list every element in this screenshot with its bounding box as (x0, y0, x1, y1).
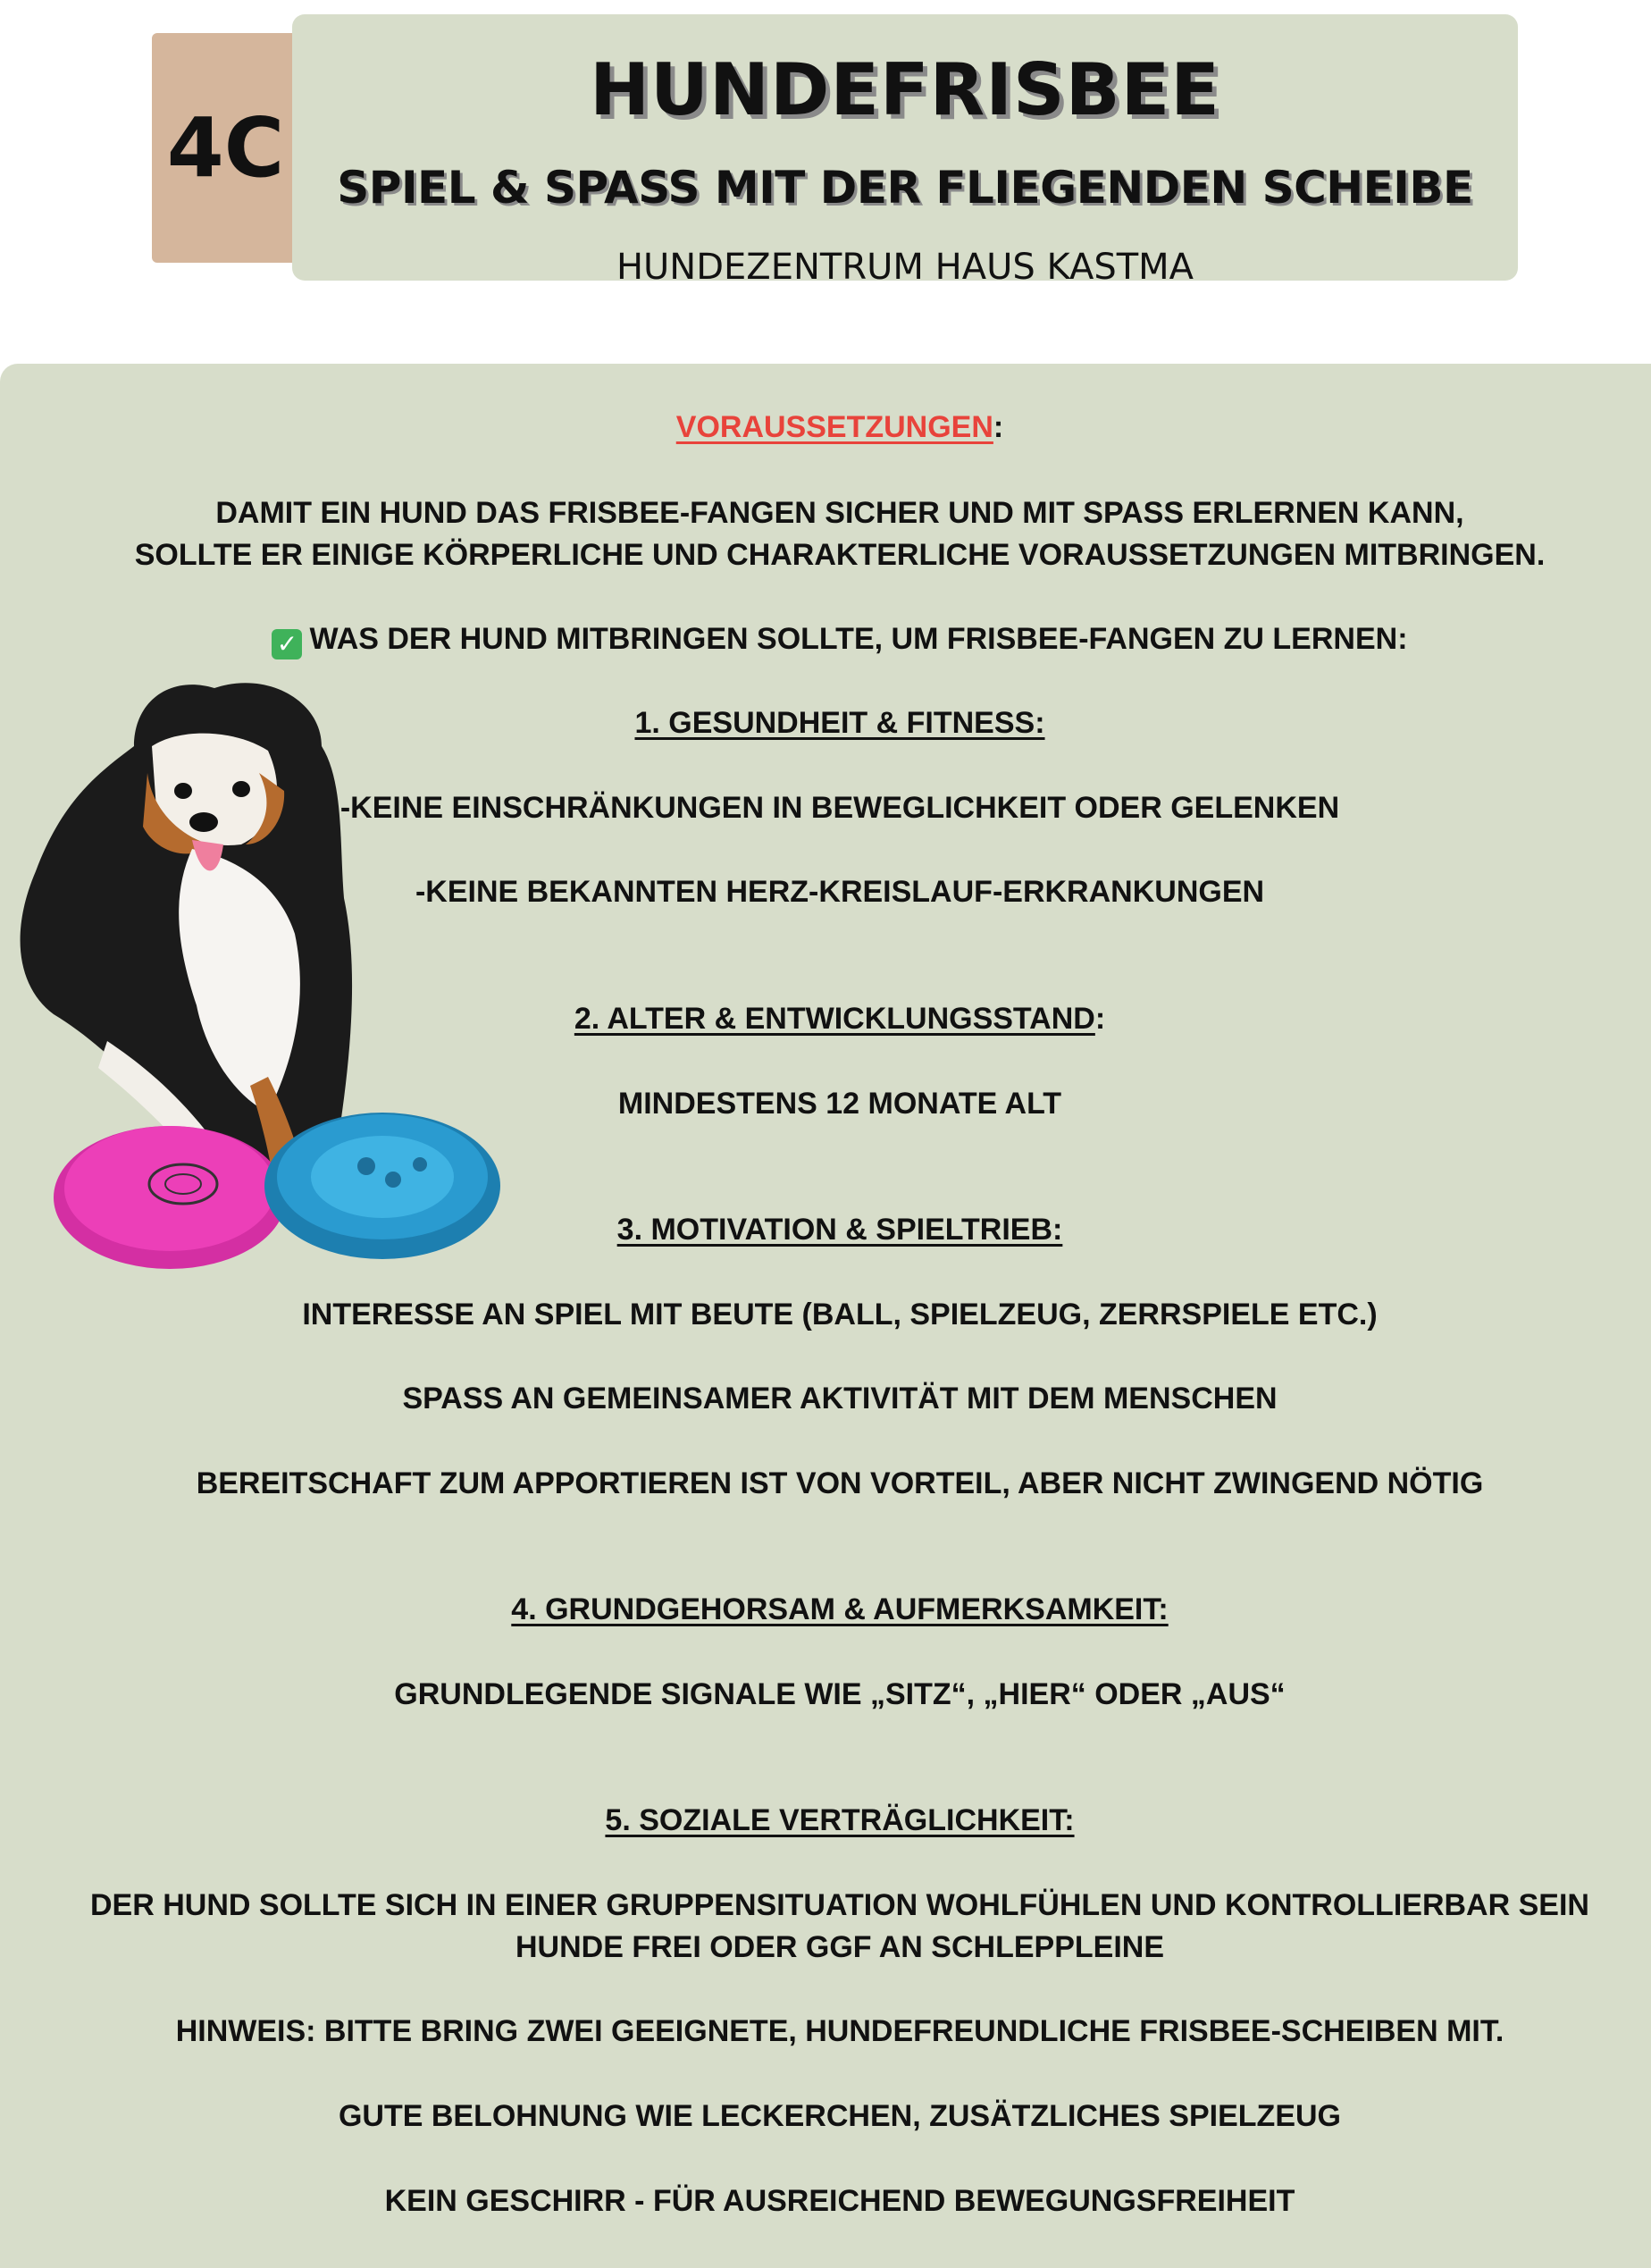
note-line-3: KEIN GESCHIRR - FÜR AUSREICHEND BEWEGUNGSFREIHEIT (384, 2184, 1295, 2218)
section-2-item-1: MINDESTENS 12 MONATE ALT (617, 1087, 1062, 1121)
requirements-heading-label: VORAUSSETZUNGEN (675, 410, 993, 444)
section-2-title (0, 998, 1651, 1039)
section-1-title-text: 1. GESUNDHEIT & FITNESS: (634, 706, 1045, 740)
section-2-title-text: 2. ALTER & ENTWICKLUNGSSTAND (574, 1002, 1095, 1036)
section-5-title-text: 5. SOZIALE VERTRÄGLICHKEIT: (605, 1803, 1075, 1837)
check-line (0, 618, 1651, 659)
section-2-title-colon: : (1094, 1002, 1106, 1036)
section-3-item-1: INTERESSE AN SPIEL MIT BEUTE (BALL, SPIELZEUG, ZERRSPIELE ETC.) (302, 1298, 1378, 1331)
page-subtitle: SPIEL & SPASS MIT DER FLIEGENDEN SCHEIBE (337, 162, 1473, 214)
note-line-2: GUTE BELOHNUNG WIE LECKERCHEN, ZUSÄTZLICHES SPIELZEUG (338, 2099, 1342, 2133)
section-1-item-1: -KEINE EINSCHRÄNKUNGEN IN BEWEGLICHKEIT ODER GELENKEN (339, 791, 1340, 825)
title-card (292, 14, 1518, 288)
section-3-title-text: 3. MOTIVATION & SPIELTRIEB: (616, 1213, 1063, 1247)
section-4-title-text: 4. GRUNDGEHORSAM & AUFMERKSAMKEIT: (511, 1592, 1169, 1626)
section-5-item-1: DER HUND SOLLTE SICH IN EINER GRUPPENSITUATION WOHLFÜHLEN UND KONTROLLIERBAR SEIN (90, 1888, 1589, 1922)
check-line-text: WAS DER HUND MITBRINGEN SOLLTE, UM FRISBEE-FANGEN ZU LERNEN: (309, 622, 1408, 656)
section-5-title (0, 1800, 1651, 1841)
organizer-name: HUNDEZENTRUM HAUS KASTMA (616, 247, 1194, 288)
intro-line-2: SOLLTE ER EINIGE KÖRPERLICHE UND CHARAKTERLICHE VORAUSSETZUNGEN MITBRINGEN. (134, 538, 1546, 572)
page-title: HUNDEFRISBEE (590, 48, 1220, 131)
section-3-title (0, 1209, 1651, 1250)
section-3-item-2: SPASS AN GEMEINSAMER AKTIVITÄT MIT DEM MENSCHEN (402, 1382, 1278, 1415)
intro-line-1: DAMIT EIN HUND DAS FRISBEE-FANGEN SICHER UND MIT SPASS ERLERNEN KANN, (215, 496, 1464, 530)
dog-with-frisbees-illustration (0, 666, 518, 1291)
check-mark-icon: ✓ (272, 629, 302, 659)
section-4-title (0, 1589, 1651, 1630)
requirements-heading-colon: : (993, 410, 1004, 444)
course-code-badge (152, 33, 299, 263)
section-3-item-3: BEREITSCHAFT ZUM APPORTIEREN IST VON VORTEIL, ABER NICHT ZWINGEND NÖTIG (196, 1466, 1484, 1500)
section-4-item-1: GRUNDLEGENDE SIGNALE WIE „SITZ“, „HIER“ ODER „AUS“ (394, 1677, 1286, 1711)
section-5-item-2: HUNDE FREI ODER GGF AN SCHLEPPLEINE (515, 1930, 1165, 1964)
section-1-title (0, 702, 1651, 743)
course-code: 4C (166, 100, 285, 196)
requirements-heading (0, 407, 1651, 448)
section-1-item-2: -KEINE BEKANNTEN HERZ-KREISLAUF-ERKRANKUNGEN (415, 875, 1265, 909)
note-line-1: HINWEIS: BITTE BRING ZWEI GEEIGNETE, HUNDEFREUNDLICHE FRISBEE-SCHEIBEN MIT. (175, 2014, 1504, 2048)
